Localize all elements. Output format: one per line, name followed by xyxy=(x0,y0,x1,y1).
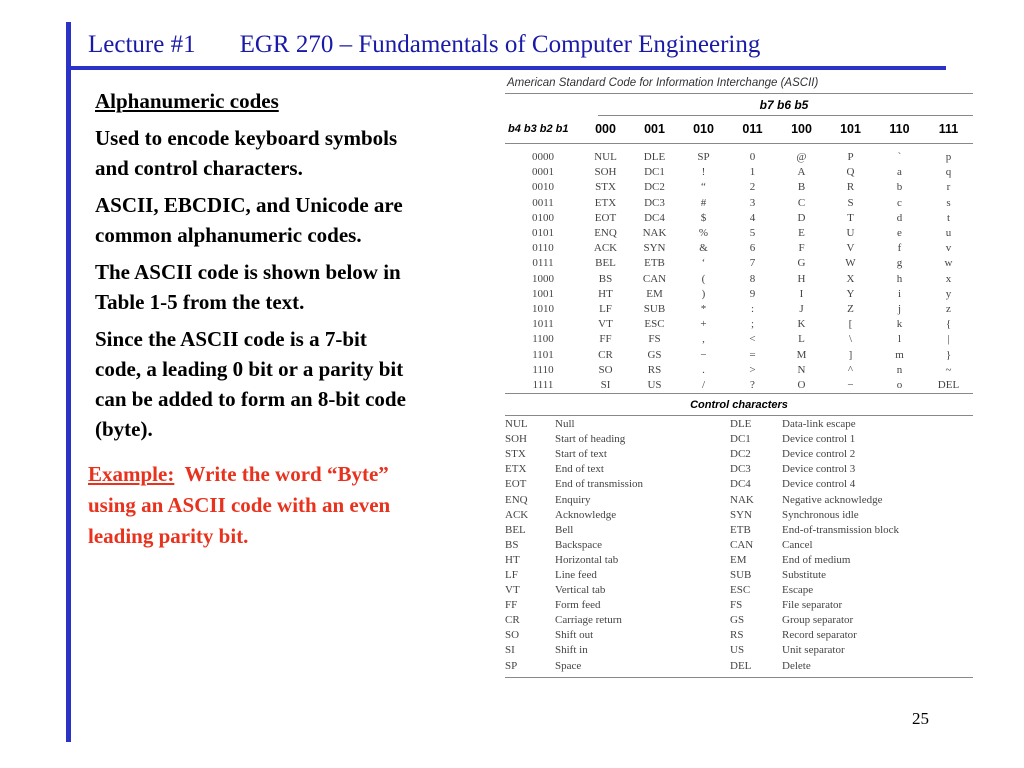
table-cell: % xyxy=(698,227,709,240)
column-group-label: b7 b6 b5 xyxy=(759,98,809,112)
control-abbrev: DC1 xyxy=(730,433,751,446)
table-cell: BS xyxy=(598,272,613,285)
column-header: 110 xyxy=(875,116,924,144)
table-row xyxy=(505,417,973,432)
table-cell: ~ xyxy=(945,363,952,376)
paragraph: Used to encode keyboard symbols and control characters. xyxy=(95,126,398,180)
table-cell: a xyxy=(897,166,902,179)
table-cell: r xyxy=(946,181,951,194)
table-cell: U xyxy=(846,227,855,240)
control-description: File separator xyxy=(782,599,843,612)
table-cell: } xyxy=(945,348,952,361)
table-row xyxy=(505,643,973,658)
control-abbrev: DC4 xyxy=(730,478,751,491)
control-abbrev: SUB xyxy=(730,568,752,581)
table-cell: ` xyxy=(897,151,902,164)
table-cell: / xyxy=(701,378,706,391)
control-abbrev: EOT xyxy=(505,478,527,491)
table-cell: 9 xyxy=(749,287,756,300)
table-cell: LF xyxy=(599,302,612,315)
row-code: 0000 xyxy=(532,151,554,164)
table-cell: m xyxy=(895,348,904,361)
table-cell: 7 xyxy=(749,257,756,270)
control-description: Synchronous idle xyxy=(782,508,859,521)
table-cell: EOT xyxy=(594,211,617,224)
table-cell: I xyxy=(799,287,804,300)
table-cell: j xyxy=(897,302,902,315)
row-code: 1101 xyxy=(532,348,554,361)
table-cell: ! xyxy=(701,166,706,179)
control-abbrev: STX xyxy=(505,448,526,461)
example-line: using an ASCII code with an even xyxy=(88,493,391,517)
table-cell: Y xyxy=(846,287,855,300)
table-row xyxy=(505,165,973,180)
table-cell: w xyxy=(944,257,953,270)
table-row xyxy=(505,196,973,211)
table-row xyxy=(505,287,973,302)
control-description: Space xyxy=(555,659,582,672)
table-cell: DC2 xyxy=(644,181,665,194)
table-cell: ETX xyxy=(594,196,617,209)
ascii-table-figure xyxy=(505,77,973,678)
table-cell: FS xyxy=(648,333,661,346)
table-cell: E xyxy=(798,227,805,240)
header-underline xyxy=(66,66,946,70)
table-cell: F xyxy=(798,242,805,255)
section-title: Alphanumeric codes xyxy=(95,89,279,113)
control-abbrev: DC2 xyxy=(730,448,751,461)
table-cell: NAK xyxy=(642,227,667,240)
table-cell: h xyxy=(896,272,903,285)
page-number: 25 xyxy=(912,709,929,728)
table-row xyxy=(505,568,973,583)
paragraph: ASCII, EBCDIC, and Unicode are common alphanumeric codes. xyxy=(95,193,403,247)
table-cell: N xyxy=(797,363,806,376)
control-abbrev: VT xyxy=(505,584,520,597)
table-cell: o xyxy=(896,378,903,391)
divider xyxy=(505,677,973,678)
table-cell: . xyxy=(702,363,705,376)
table-row xyxy=(505,211,973,226)
row-code: 1010 xyxy=(532,302,554,315)
table-cell: DEL xyxy=(937,378,960,391)
table-cell: STX xyxy=(595,181,616,194)
table-cell: ACK xyxy=(593,242,618,255)
divider xyxy=(505,415,973,416)
table-cell: ENQ xyxy=(594,227,617,240)
table-cell: < xyxy=(749,333,756,346)
control-description: End-of-transmission block xyxy=(782,523,900,536)
column-header: 111 xyxy=(924,116,973,144)
table-cell: k xyxy=(896,318,903,331)
table-cell: \ xyxy=(848,333,853,346)
control-characters-title: Control characters xyxy=(690,399,788,411)
control-abbrev: ETX xyxy=(505,463,527,476)
example-line: Write the word “Byte” xyxy=(184,462,389,486)
table-row xyxy=(505,226,973,241)
table-row xyxy=(505,659,973,674)
table-cell: | xyxy=(947,333,950,346)
control-abbrev: ESC xyxy=(730,584,751,597)
table-cell: y xyxy=(945,287,952,300)
table-row xyxy=(505,508,973,523)
table-cell: * xyxy=(700,302,707,315)
body-text xyxy=(95,86,467,451)
table-cell: ] xyxy=(848,348,853,361)
table-cell: SO xyxy=(598,363,613,376)
row-code: 1011 xyxy=(532,318,554,331)
table-row xyxy=(505,144,973,166)
table-cell: “ xyxy=(701,181,706,194)
control-abbrev: RS xyxy=(730,629,744,642)
control-description: Delete xyxy=(782,659,811,672)
control-description: Group separator xyxy=(782,614,854,627)
table-row xyxy=(505,432,973,447)
table-row xyxy=(505,598,973,613)
table-cell: US xyxy=(647,378,662,391)
control-description: Null xyxy=(555,418,575,431)
table-cell: SP xyxy=(697,151,710,164)
table-cell: V xyxy=(846,242,855,255)
table-row xyxy=(505,523,973,538)
table-cell: 2 xyxy=(749,181,756,194)
control-abbrev: SOH xyxy=(505,433,528,446)
control-abbrev: CAN xyxy=(730,538,754,551)
table-cell: DLE xyxy=(643,151,666,164)
table-row xyxy=(505,347,973,362)
row-code: 1000 xyxy=(532,272,554,285)
control-abbrev: NAK xyxy=(730,493,754,506)
column-header: 010 xyxy=(679,116,728,144)
control-description: Cancel xyxy=(782,538,813,551)
slide-header xyxy=(88,31,760,59)
table-cell: x xyxy=(945,272,952,285)
control-description: Start of heading xyxy=(555,433,626,446)
table-cell: # xyxy=(700,196,707,209)
table-row xyxy=(505,628,973,643)
table-cell: SYN xyxy=(643,242,666,255)
row-code: 0001 xyxy=(532,166,554,179)
row-code: 0010 xyxy=(532,181,554,194)
table-cell: ? xyxy=(750,378,755,391)
control-description: Record separator xyxy=(782,629,857,642)
paragraph: The ASCII code is shown below in Table 1-5 from the text. xyxy=(95,260,401,314)
control-description: Negative acknowledge xyxy=(782,493,883,506)
table-cell: + xyxy=(700,318,707,331)
table-cell: H xyxy=(797,272,806,285)
control-abbrev: DLE xyxy=(730,418,752,431)
ascii-table-title: American Standard Code for Information Interchange (ASCII) xyxy=(507,77,819,89)
table-cell: EM xyxy=(646,287,663,300)
table-cell: RS xyxy=(647,363,662,376)
table-cell: u xyxy=(945,227,952,240)
table-cell: 3 xyxy=(749,196,756,209)
control-description: End of transmission xyxy=(555,478,643,491)
control-abbrev: US xyxy=(730,644,745,657)
control-description: Data-link escape xyxy=(782,418,856,431)
control-description: Unit separator xyxy=(782,644,845,657)
table-cell: 4 xyxy=(749,211,756,224)
control-abbrev: NUL xyxy=(505,418,528,431)
table-cell: v xyxy=(945,242,952,255)
table-cell: W xyxy=(845,257,856,270)
table-cell: ‘ xyxy=(701,257,706,270)
table-row xyxy=(505,241,973,256)
table-cell: J xyxy=(799,302,804,315)
row-code: 1110 xyxy=(532,363,554,376)
control-description: Start of text xyxy=(555,448,607,461)
control-abbrev: EM xyxy=(730,553,747,566)
control-characters-table xyxy=(505,417,973,674)
control-abbrev: GS xyxy=(730,614,745,627)
table-cell: − xyxy=(700,348,707,361)
table-cell: B xyxy=(797,181,806,194)
example-line: leading parity bit. xyxy=(88,524,249,548)
control-description: Escape xyxy=(782,584,814,597)
control-abbrev: ETB xyxy=(730,523,751,536)
table-cell: $ xyxy=(700,211,707,224)
table-cell: DC3 xyxy=(644,196,665,209)
table-cell: GS xyxy=(647,348,662,361)
ascii-code-table xyxy=(505,116,973,393)
control-description: Line feed xyxy=(555,568,597,581)
table-cell: & xyxy=(699,242,708,255)
table-row xyxy=(505,462,973,477)
table-cell: b xyxy=(896,181,903,194)
table-cell: ( xyxy=(701,272,706,285)
table-cell: i xyxy=(897,287,902,300)
table-row xyxy=(505,272,973,287)
paragraph: Since the ASCII code is a 7-bit code, a leading 0 bit or a parity bit can be added to form an 8-bit code (byte). xyxy=(95,327,406,441)
control-description: Acknowledge xyxy=(555,508,617,521)
table-cell: K xyxy=(797,318,806,331)
table-cell: A xyxy=(797,166,806,179)
table-row xyxy=(505,477,973,492)
control-abbrev: DEL xyxy=(730,659,752,672)
table-cell: 8 xyxy=(749,272,756,285)
table-cell: , xyxy=(702,333,705,346)
table-cell: n xyxy=(896,363,903,376)
control-abbrev: HT xyxy=(505,553,520,566)
table-cell: c xyxy=(897,196,902,209)
table-cell: ESC xyxy=(644,318,665,331)
table-cell: T xyxy=(847,211,854,224)
table-cell: DC4 xyxy=(644,211,665,224)
control-abbrev: FF xyxy=(505,599,518,612)
lecture-label: Lecture #1 xyxy=(88,31,196,58)
table-cell: L xyxy=(798,333,805,346)
table-cell: { xyxy=(945,318,952,331)
control-description: Substitute xyxy=(782,568,827,581)
example-block xyxy=(88,459,478,552)
control-abbrev: DC3 xyxy=(730,463,751,476)
table-cell: VT xyxy=(598,318,613,331)
table-cell: DC1 xyxy=(644,166,665,179)
control-description: Bell xyxy=(555,523,574,536)
table-cell: f xyxy=(897,242,902,255)
table-cell: ; xyxy=(750,318,755,331)
control-description: Backspace xyxy=(555,538,603,551)
table-cell: : xyxy=(750,302,755,315)
course-title: EGR 270 – Fundamentals of Computer Engineering xyxy=(239,31,761,58)
control-description: Form feed xyxy=(555,599,601,612)
table-cell: O xyxy=(797,378,806,391)
control-description: Device control 2 xyxy=(782,448,856,461)
control-abbrev: SI xyxy=(505,644,515,657)
table-cell: q xyxy=(945,166,952,179)
table-row xyxy=(505,256,973,271)
table-cell: t xyxy=(946,211,951,224)
table-cell: [ xyxy=(848,318,853,331)
table-row xyxy=(505,363,973,378)
column-header: 101 xyxy=(826,116,875,144)
table-cell: P xyxy=(847,151,854,164)
table-cell: Z xyxy=(847,302,854,315)
table-row xyxy=(505,378,973,393)
table-cell: ^ xyxy=(847,363,854,376)
row-code: 0110 xyxy=(532,242,554,255)
row-code: 0101 xyxy=(532,227,554,240)
table-row xyxy=(505,302,973,317)
table-cell: X xyxy=(846,272,855,285)
table-cell: 0 xyxy=(749,151,756,164)
control-description: End of medium xyxy=(782,553,851,566)
table-cell: @ xyxy=(796,151,807,164)
table-cell: S xyxy=(847,196,854,209)
table-row xyxy=(505,180,973,195)
table-cell: G xyxy=(797,257,806,270)
table-cell: 1 xyxy=(749,166,756,179)
table-cell: Q xyxy=(846,166,855,179)
table-cell: ETB xyxy=(644,257,665,270)
table-cell: 5 xyxy=(749,227,756,240)
column-header: 000 xyxy=(581,116,630,144)
table-cell: z xyxy=(946,302,951,315)
column-header: 011 xyxy=(728,116,777,144)
table-cell: M xyxy=(796,348,807,361)
control-abbrev: ENQ xyxy=(505,493,528,506)
control-abbrev: CR xyxy=(505,614,520,627)
table-cell: g xyxy=(896,257,903,270)
table-row xyxy=(505,583,973,598)
table-cell: 6 xyxy=(749,242,756,255)
control-abbrev: BEL xyxy=(505,523,526,536)
control-abbrev: LF xyxy=(505,568,518,581)
row-code: 0111 xyxy=(532,257,554,270)
control-description: Shift out xyxy=(555,629,594,642)
table-row xyxy=(505,538,973,553)
table-cell: s xyxy=(946,196,951,209)
table-cell: HT xyxy=(598,287,613,300)
table-cell: d xyxy=(896,211,903,224)
row-code: 0100 xyxy=(532,211,554,224)
row-code: 0011 xyxy=(532,196,554,209)
control-abbrev: SP xyxy=(505,659,518,672)
table-row xyxy=(505,613,973,628)
table-cell: BEL xyxy=(595,257,616,270)
table-cell: SUB xyxy=(643,302,666,315)
table-cell: R xyxy=(846,181,855,194)
table-cell: SOH xyxy=(594,166,617,179)
table-cell: SI xyxy=(600,378,611,391)
table-cell: C xyxy=(797,196,806,209)
table-cell: p xyxy=(945,151,952,164)
table-cell: = xyxy=(749,348,756,361)
vertical-accent-bar xyxy=(66,22,71,742)
table-row xyxy=(505,553,973,568)
control-description: Carriage return xyxy=(555,614,622,627)
control-description: End of text xyxy=(555,463,604,476)
example-label: Example: xyxy=(88,462,175,486)
control-description: Device control 3 xyxy=(782,463,856,476)
control-description: Shift in xyxy=(555,644,588,657)
table-cell: FF xyxy=(599,333,612,346)
control-abbrev: BS xyxy=(505,538,519,551)
control-description: Horizontal tab xyxy=(555,553,619,566)
column-header: 001 xyxy=(630,116,679,144)
table-cell: D xyxy=(797,211,806,224)
column-header: 100 xyxy=(777,116,826,144)
row-code: 1111 xyxy=(532,378,554,391)
control-description: Device control 1 xyxy=(782,433,856,446)
control-abbrev: SYN xyxy=(730,508,753,521)
table-row xyxy=(505,317,973,332)
table-row xyxy=(505,447,973,462)
table-cell: l xyxy=(897,333,902,346)
table-row xyxy=(505,492,973,507)
control-abbrev: FS xyxy=(730,599,743,612)
table-cell: > xyxy=(749,363,756,376)
table-cell: − xyxy=(847,378,854,391)
row-code: 1001 xyxy=(532,287,554,300)
control-description: Enquiry xyxy=(555,493,591,506)
control-abbrev: SO xyxy=(505,629,520,642)
control-description: Device control 4 xyxy=(782,478,856,491)
row-header-label: b4 b3 b2 b1 xyxy=(505,116,581,144)
row-code: 1100 xyxy=(532,333,554,346)
table-cell: e xyxy=(897,227,902,240)
table-cell: CR xyxy=(598,348,613,361)
table-cell: ) xyxy=(701,287,706,300)
table-row xyxy=(505,332,973,347)
table-cell: NUL xyxy=(594,151,617,164)
control-description: Vertical tab xyxy=(555,584,606,597)
table-cell: CAN xyxy=(642,272,667,285)
control-abbrev: ACK xyxy=(505,508,529,521)
